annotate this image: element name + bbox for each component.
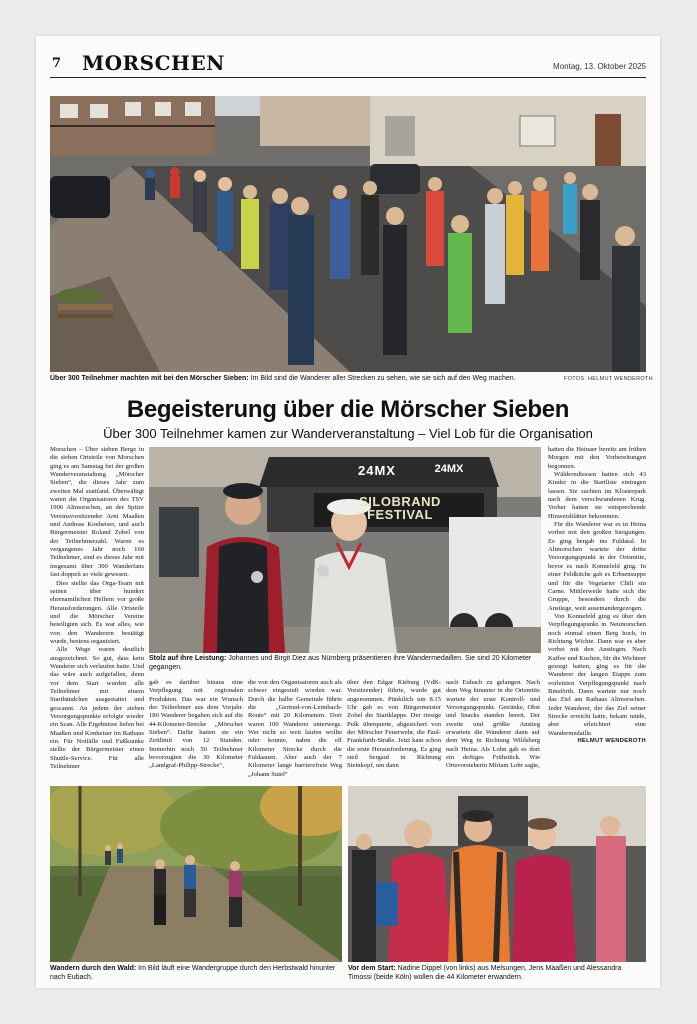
middle-photo-medal-couple <box>149 447 541 653</box>
article-column-1 <box>50 446 144 771</box>
festival-sign-line1: SILOBRAND <box>359 494 441 509</box>
bottom-right-photo-caption <box>348 965 646 982</box>
bottom-left-photo-caption <box>50 965 342 982</box>
article-column-5 <box>446 679 540 771</box>
paragraph: nach Eubach zu gelangen. Nach dem Weg hinunter in die Ortsmitte wartete der erste Kontroll- und Versorgungspunkt. Getränke, Obst und Snacks standen bereit. Der zweite und größte Anstieg erwartete die Wanderer dann auf dem Weg in Richtung Wildsberg nach Heina. Als Lohn gab es dort ein deftiges Frühstück. Wie Ortsvorsteherin Miriam Lohr sagte, <box>446 679 540 770</box>
paragraph: über den Edgar Kieburg (VdK-Vorsitzender) führte, wurde gut angenommen. Pünktlich um 8.15 Uhr gab es von Bürgermeister Zobel die Startklappe. Der riesige Pulk überquerte, abgesichert von der Mörscher Feuerwehr, die Paul-Frankfurth-Straße. Jetzt kam schon die erste Herausforderung. Es ging steil bergauf in Richtung Steinkopf, um dann <box>347 679 441 770</box>
paragraph: Für die Wanderer war es in Heina vorbei mit den großen Steigungen. Es ging bergab ins Fuldatal. In Altmorschen wartete der dritte Versorgungspunkt in der Ortsmitte, bevor es nach Konnefeld ging. In einer Feldküche gab es Erbsensuppe und für die Vegetarier Chili sin Carne. Mittlerweile hatte sich die Gruppe, besonders durch die Anstiege, weit auseinandergezogen. <box>548 521 646 612</box>
caption-text: Im Bild sind die Wanderer aller Strecken zu sehen, wie sie sich auf den Weg machen. <box>250 375 516 382</box>
page-header <box>50 52 646 78</box>
article-column-6 <box>548 446 646 744</box>
caption-lead: Stolz auf ihre Leistung: <box>149 655 227 662</box>
caption-text: Nadine Dippel (von links) aus Melsungen, Jens Maaßen und Alessandra Timossi (beide Köln) wollen die 44 Kilometer erwandern. <box>348 965 622 981</box>
middle-photo-caption <box>149 655 541 672</box>
article-headline: Begeisterung über die Mörscher Sieben <box>126 396 570 423</box>
article-column-4 <box>347 679 441 771</box>
paragraph: die von den Organisatoren auch als schwer eingestuft worden war. Durch die halbe Gemeinde führte die „Gertrud-von-Leimbach-Route“ mit 20 Kilometern. Dort waren 100 Wanderer unterwegs. Wer nicht so weit laufen wollte oder konnte, nahm die elf Kilometer Strecke durch die Fuldaauen. Aber auch der 7 Kilometer lange barrierefreie Weg „Johann Sutel“ <box>248 679 342 778</box>
paragraph: Alle Wege waren deutlich ausgezeichnet. So gut, dass kein Wanderer sich verlaufen hatte. Und das wäre auch aufgefallen, denn vor dem Start wurden alle Teilnehmer mit einem Startbändchen ausgestattet und gescannt. An jedem der sieben Versorgungspunkte erfolgte wieder ein Scan. Alle Ergebnisse liefen bei Maaßen und Konheiser im Rathaus ein. Für Notfälle und Fußkranke stellte der Bürgermeister einen Shuttle-Service. Für alle Teilnehmer <box>50 646 144 771</box>
article-column-2 <box>149 679 243 771</box>
tent-banner: 24MX <box>358 463 396 478</box>
festival-sign-line2: FESTIVAL <box>367 507 433 522</box>
paragraph: Von Konnefeld ging es über den Verpflegungspunkt in Neumorschen noch einmal einen Berg hoch, in Richtung Wichte. Dann war es aber vorbei mit den Anstiegen. Nach Kaffee und Kuchen, für die Wichteer gesorgt hatten, ging es für die Wanderer der langen Etappe zum vorletzten Verpflegungspunkt nach Binsförth. Dann wartete nur noch das Ziel am Rathaus Altmorschen. Jeder Wanderer, der das Ziel seiner Strecke erreicht hatte, bekam müde, aber erleichtert eine Wandermedaille. <box>548 612 646 737</box>
article-subheadline: Über 300 Teilnehmer kamen zur Wanderveranstaltung – Viel Lob für die Organisation <box>103 426 593 441</box>
article-column-3 <box>248 679 342 779</box>
paragraph: gab es darüber hinaus eine Verpflegung mit regionalen Produkten. Das war ein Wunsch der Teilnehmer aus dem Vorjahr. 180 Wanderer begaben sich auf die 44-Kilometer-Strecke „Mörscher Sieben“. Dafür hatten sie ein Zeitlimit von 12 Stunden. Immerhin noch 50 Teilnehmer bevorzugten die 30 Kilometer „Landgraf-Philipp-Strecke“, <box>149 679 243 770</box>
section-title: MORSCHEN <box>82 51 225 75</box>
newspaper-page <box>36 36 660 988</box>
caption-text: Im Bild läuft eine Wandergruppe durch den Herbstwald hinunter nach Eubach. <box>50 965 336 981</box>
caption-text: Johannes und Birgit Diez aus Nürnberg präsentieren ihre Wandermedaillen. Sie sind 20 Kilometer gegangen. <box>149 655 532 671</box>
paragraph: Dies stellte das Orga-Team mit seinen über hundert ehrenamtlichen Helfern vor große Herausforderungen. Alle Ortsteile und die Mörscher Vereine beteiligten sich. Es war alles, wie von den Wanderern bestätigt wurde, bestens organisiert. <box>50 579 144 645</box>
caption-lead: Wandern durch den Wald: <box>50 965 137 972</box>
caption-lead: Vor dem Start: <box>348 965 396 972</box>
bottom-right-photo-start-group <box>348 786 646 962</box>
paragraph: hatten die Heinaer bereits am frühen Morgen mit den Vorbereitungen begonnen. <box>548 446 646 470</box>
bottom-left-photo-forest-walk <box>50 786 342 962</box>
top-photo-caption <box>50 375 530 384</box>
paragraph: Wälderndiessen hatten sich 43 Kinder in die Startliste eintragen lassen. Sie suchten im Klosterpark nach dem verschwundenen Krug. Vorher hatten sie entsprechende Hinweisblätter bekommen. <box>548 471 646 520</box>
top-photo-hikers-street <box>50 96 646 372</box>
article-author: HELMUT WENDEROTH <box>577 738 646 745</box>
page-number: 7 <box>52 56 62 71</box>
issue-date: Montag, 13. Oktober 2025 <box>553 62 646 71</box>
festival-sign <box>317 495 483 521</box>
caption-lead: Über 300 Teilnehmer machten mit bei den Mörscher Sieben: <box>50 375 249 382</box>
photo-credit: FOTOS: HELMUT WENDEROTH <box>564 376 653 382</box>
paragraph: Morschen – Über sieben Berge in die sieben Ortsteile von Morschen ging es am Samstag bei der großen Wanderveranstaltung „Mörscher Sieben“, die dieses Jahr zum zweiten Mal stattfand. Überwältigt waren die Organisatoren des TSV 1906 Altmorschen, an der Spitze Vereinsvorsitzender Arnt Maaßen und Andreas Konheiser, und auch Bürgermeister Roland Zobel von der Teilnehmerzahl. Waren es vergangenes Jahr noch 160 Teilnehmer, sind es dieses Jahr mit insgesamt über 300 Wanderfans fast doppelt so viele gewesen. <box>50 446 144 579</box>
tent-banner-right: 24MX <box>434 463 464 475</box>
